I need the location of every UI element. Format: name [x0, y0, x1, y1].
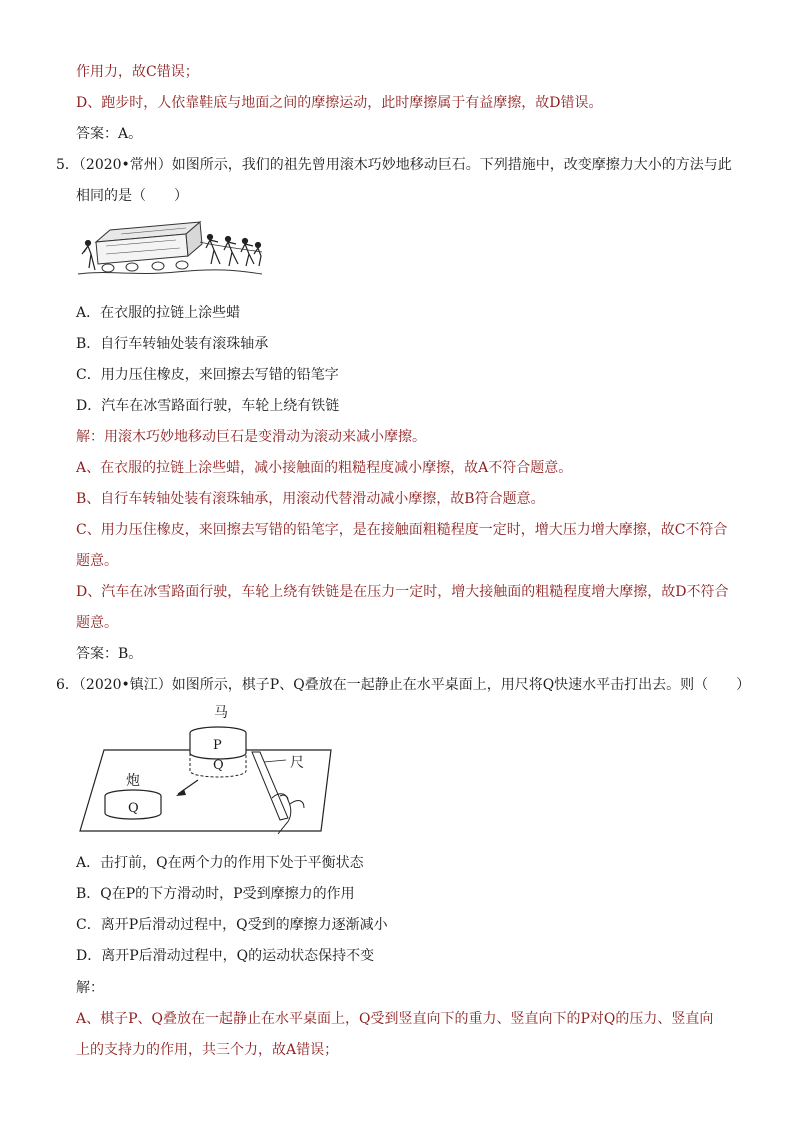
q5-option-d: D．汽车在冰雪路面行驶，车轮上绕有铁链 — [76, 398, 340, 414]
q6-option-a: A．击打前，Q在两个力的作用下处于平衡状态 — [76, 855, 364, 871]
q6-solution-line-1: A、棋子P、Q叠放在一起静止在水平桌面上，Q受到竖直向下的重力、竖直向下的P对Q的压力、竖直向 — [76, 1011, 714, 1027]
label-q-top: Q — [213, 758, 224, 773]
q5-solution-line-6: D、汽车在冰雪路面行驶，车轮上绕有铁链是在压力一定时，增大接触面的粗糙程度增大摩擦，故D不符合 — [76, 584, 729, 600]
q5-solution-line-2: A、在衣服的拉链上涂些蜡，减小接触面的粗糙程度减小摩擦，故A不符合题意。 — [76, 460, 573, 476]
label-chi: 尺 — [290, 755, 304, 771]
q5-stem-line-2: 相同的是（ ） — [76, 188, 188, 204]
q5-solution-line-4: C、用力压住橡皮，来回擦去写错的铅笔字，是在接触面粗糙程度一定时，增大压力增大摩擦，故C不符合 — [76, 522, 728, 538]
q5-solution-line-1: 解：用滚木巧妙地移动巨石是变滑动为滚动来减小摩擦。 — [76, 429, 426, 445]
q5-option-b: B．自行车转轴处装有滚珠轴承 — [76, 336, 269, 352]
q5-stem-line-1: 5．（2020•常州）如图所示，我们的祖先曾用滚木巧妙地移动巨石。下列措施中，改变摩擦力大小的方法与此 — [56, 157, 732, 173]
q5-solution-line-3: B、自行车转轴处装有滚珠轴承，用滚动代替滑动减小摩擦，故B符合题意。 — [76, 491, 545, 507]
q6-option-d: D．离开P后滑动过程中，Q的运动状态保持不变 — [76, 948, 375, 964]
q6-option-c: C．离开P后滑动过程中，Q受到的摩擦力逐渐减小 — [76, 917, 388, 933]
q5-rolling-logs-figure — [76, 212, 266, 284]
q5-solution-line-5: 题意。 — [76, 553, 118, 569]
label-ma: 马 — [214, 705, 228, 721]
q6-stem: 6．（2020•镇江）如图所示，棋子P、Q叠放在一起静止在水平桌面上，用尺将Q快速水平击打出去。则（ ） — [56, 677, 751, 693]
q6-option-b: B．Q在P的下方滑动时，P受到摩擦力的作用 — [76, 886, 355, 902]
q5-option-a: A．在衣服的拉链上涂些蜡 — [76, 305, 241, 321]
q6-chess-figure — [76, 700, 336, 840]
label-p: P — [213, 738, 222, 753]
prev-answer: 答案：A。 — [76, 126, 143, 142]
prev-solution-line-1: 作用力，故C错误； — [76, 64, 199, 80]
prev-solution-line-2: D、跑步时，人依靠鞋底与地面之间的摩擦运动，此时摩擦属于有益摩擦，故D错误。 — [76, 95, 603, 111]
q6-solution-line-2: 上的支持力的作用，共三个力，故A错误； — [76, 1042, 339, 1058]
q5-solution-line-7: 题意。 — [76, 615, 118, 631]
q5-option-c: C．用力压住橡皮，来回擦去写错的铅笔字 — [76, 367, 339, 383]
q5-answer: 答案：B。 — [76, 646, 143, 662]
label-pao: 炮 — [126, 773, 140, 789]
label-q-moved: Q — [128, 801, 139, 816]
q6-solution-label: 解： — [76, 980, 104, 996]
